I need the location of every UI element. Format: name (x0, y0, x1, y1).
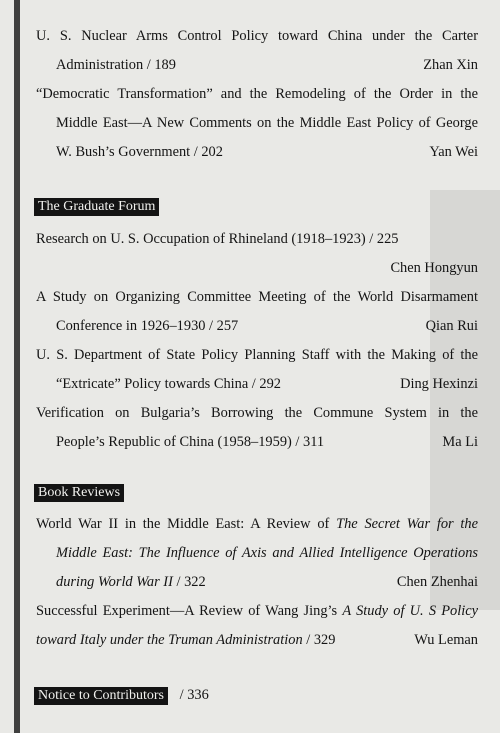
entry-title-line: “Democratic Transformation” and the Remodeling of the Order in the (36, 86, 478, 102)
toc-entry[interactable] (36, 225, 478, 283)
entry-author: Chen Hongyun (390, 260, 478, 276)
entry-title-line (36, 428, 478, 457)
entry-title-text: People’s Republic of China (1958–1959) / 311 (56, 434, 325, 450)
entry-title-line (36, 597, 478, 626)
entry-page-number: / 329 (302, 632, 336, 648)
entry-title-line (36, 626, 478, 655)
entry-title-text: Administration / 189 (56, 57, 176, 73)
entry-author: Yan Wei (429, 144, 478, 160)
entry-author: Qian Rui (425, 318, 478, 334)
entry-title-line: U. S. Department of State Policy Planning Staff with the Making of the (36, 347, 478, 363)
toc-entry[interactable] (36, 399, 478, 457)
entry-title-line (36, 312, 478, 341)
entry-title-line: Middle East—A New Comments on the Middle East Policy of George (56, 115, 478, 131)
entry-book-title: A Study of U. S Policy (342, 603, 478, 619)
entry-title-line: Verification on Bulgaria’s Borrowing the Commune System in the (36, 405, 478, 421)
entry-book-title: during World War II (56, 574, 173, 590)
entry-page-number: / 322 (172, 574, 206, 590)
entry-author-line (36, 254, 478, 283)
section-heading-notice: Notice to Contributors (34, 687, 168, 705)
entry-title-line (36, 510, 478, 539)
toc-entry[interactable] (36, 341, 478, 399)
entry-title-line (36, 370, 478, 399)
entry-title-line (36, 568, 478, 597)
entry-book-title: The Secret War for the (336, 516, 479, 532)
entry-page-number: / 336 (179, 687, 209, 703)
entry-title-line: Research on U. S. Occupation of Rhineland (1918–1923) / 225 (36, 231, 399, 247)
entry-title-line (36, 51, 478, 80)
entry-author: Chen Zhenhai (396, 574, 478, 590)
entry-title-text: “Extricate” Policy towards China / 292 (56, 376, 281, 392)
left-margin-rule (14, 0, 20, 733)
section-heading-graduate-forum: The Graduate Forum (34, 198, 159, 216)
entry-book-title: toward Italy under the Truman Administration (36, 632, 303, 648)
toc-entry[interactable] (36, 510, 478, 597)
entry-title-text: Successful Experiment—A Review of Wang Jing’s (36, 603, 343, 619)
toc-entry[interactable] (36, 597, 478, 655)
entry-title-line: U. S. Nuclear Arms Control Policy toward China under the Carter (36, 28, 478, 44)
entry-book-title: Middle East: The Influence of Axis and Allied Intelligence Operations (56, 545, 478, 561)
section-heading-book-reviews: Book Reviews (34, 484, 124, 502)
entry-author: Wu Leman (414, 632, 478, 648)
toc-entry[interactable] (36, 283, 478, 341)
entry-title-line: A Study on Organizing Committee Meeting of the World Disarmament (36, 289, 478, 305)
entry-author: Ding Hexinzi (400, 376, 478, 392)
entry-author: Ma Li (442, 434, 478, 450)
entry-title-line (36, 138, 478, 167)
entry-title-text: W. Bush’s Government / 202 (56, 144, 223, 160)
toc-entry[interactable] (34, 684, 209, 706)
entry-author: Zhan Xin (423, 57, 478, 73)
toc-entry[interactable] (36, 80, 478, 167)
entry-title-text: Conference in 1926–1930 / 257 (56, 318, 239, 334)
entry-title-text: World War II in the Middle East: A Review of (36, 516, 337, 532)
toc-entry[interactable] (36, 22, 478, 80)
